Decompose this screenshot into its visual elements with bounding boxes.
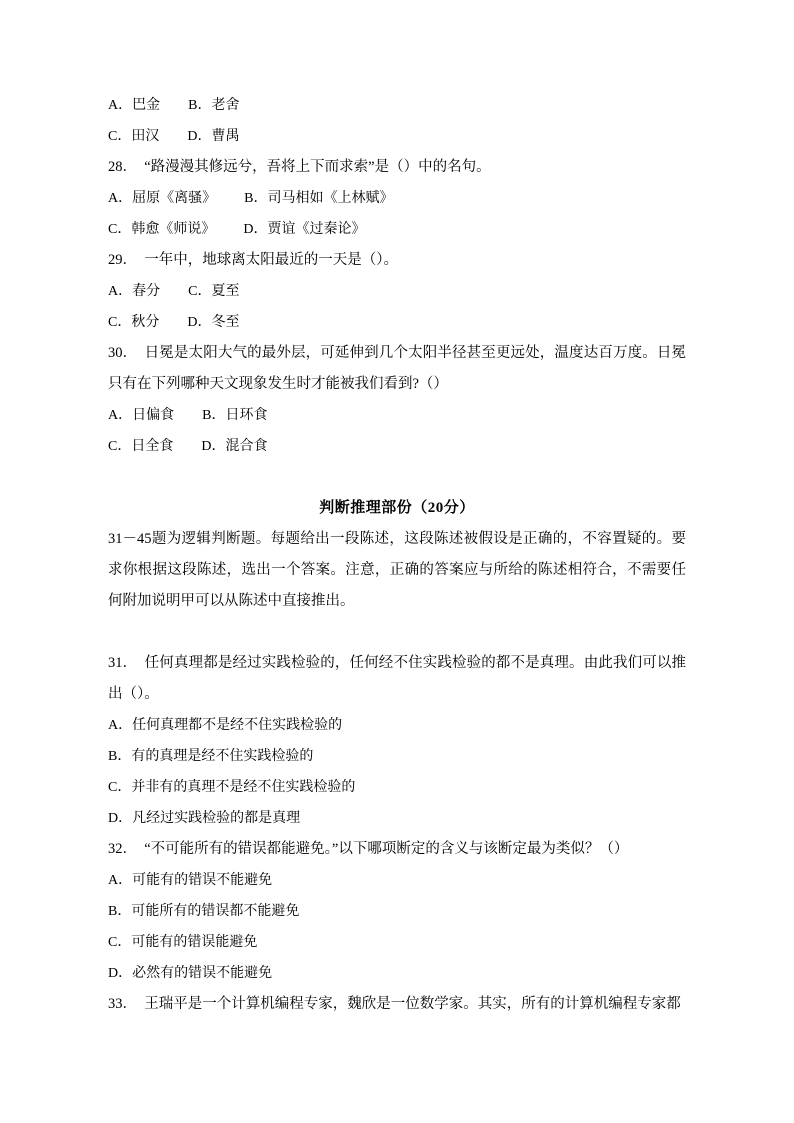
answer-option: C．可能有的错误能避免 [108,935,258,950]
answer-option: D．必然有的错误不能避免 [108,966,273,981]
answer-option: B．有的真理是经不住实践检验的 [108,749,314,764]
option-label-d: D．混合食 [201,439,268,454]
answer-option-row [108,400,686,431]
question-33: 33． 王瑞平是一个计算机编程专家，魏欣是一位数学家。其实，所有的计算机编程专家都 [108,996,681,1012]
option-label-c: C．秋分 [108,315,160,330]
option-label-c: C．日全食 [108,439,174,454]
answer-option-row [108,214,686,245]
answer-option: A．可能有的错误不能避免 [108,873,273,888]
question-30: 30． 日冕是太阳大气的最外层，可延伸到几个太阳半径甚至更远处，温度达百万度。日冕只有在下列哪种天文现象发生时才能被我们看到?（） [108,345,686,392]
answer-option-row [108,183,686,214]
answer-option-row [108,431,686,462]
option-label-a: A．春分 [108,284,161,299]
answer-option-row [108,90,686,121]
option-label-a: A．巴金 [108,98,161,113]
question-32: 32． “不可能所有的错误都能避免。”以下哪项断定的含义与该断定最为类似？（） [108,841,629,857]
answer-option: A．任何真理都不是经不住实践检验的 [108,718,343,733]
answer-option-row [108,121,686,152]
section-heading: 判断推理部份（20分） [319,500,475,516]
spacer [108,617,686,648]
answer-option: C．并非有的真理不是经不住实践检验的 [108,780,356,795]
option-label-b: B．司马相如《上林赋》 [244,191,394,206]
option-label-d: D．曹禺 [187,129,240,144]
option-label-d: D．贾谊《过秦论》 [243,222,366,237]
answer-option-row [108,276,686,307]
section-instructions: 31－45题为逻辑判断题。每题给出一段陈述，这段陈述被假设是正确的，不容置疑的。要求你根据这段陈述，选出一个答案。注意，正确的答案应与所给的陈述相符合，不需要任何附加说明甲可以从陈述中直接推出。 [108,531,686,609]
option-label-c: C．韩愈《师说》 [108,222,216,237]
option-label-b: B．老舍 [188,98,240,113]
answer-option: D．凡经过实践检验的都是真理 [108,811,301,826]
spacer [108,462,686,493]
answer-option-row [108,307,686,338]
answer-option: B．可能所有的错误都不能避免 [108,904,300,919]
option-label-c: C．夏至 [188,284,240,299]
option-label-a: A．屈原《离骚》 [108,191,217,206]
option-label-d: D．冬至 [187,315,240,330]
option-label-a: A．日偏食 [108,408,175,423]
option-label-c: C．田汉 [108,129,160,144]
document-body [108,90,686,1020]
question-29: 29． 一年中，地球离太阳最近的一天是（）。 [108,252,398,268]
question-28: 28． “路漫漫其修远兮，吾将上下而求索”是（）中的名句。 [108,159,491,175]
option-label-b: B．日环食 [202,408,268,423]
question-31: 31． 任何真理都是经过实践检验的，任何经不住实践检验的都不是真理。由此我们可以推出（）。 [108,655,686,702]
